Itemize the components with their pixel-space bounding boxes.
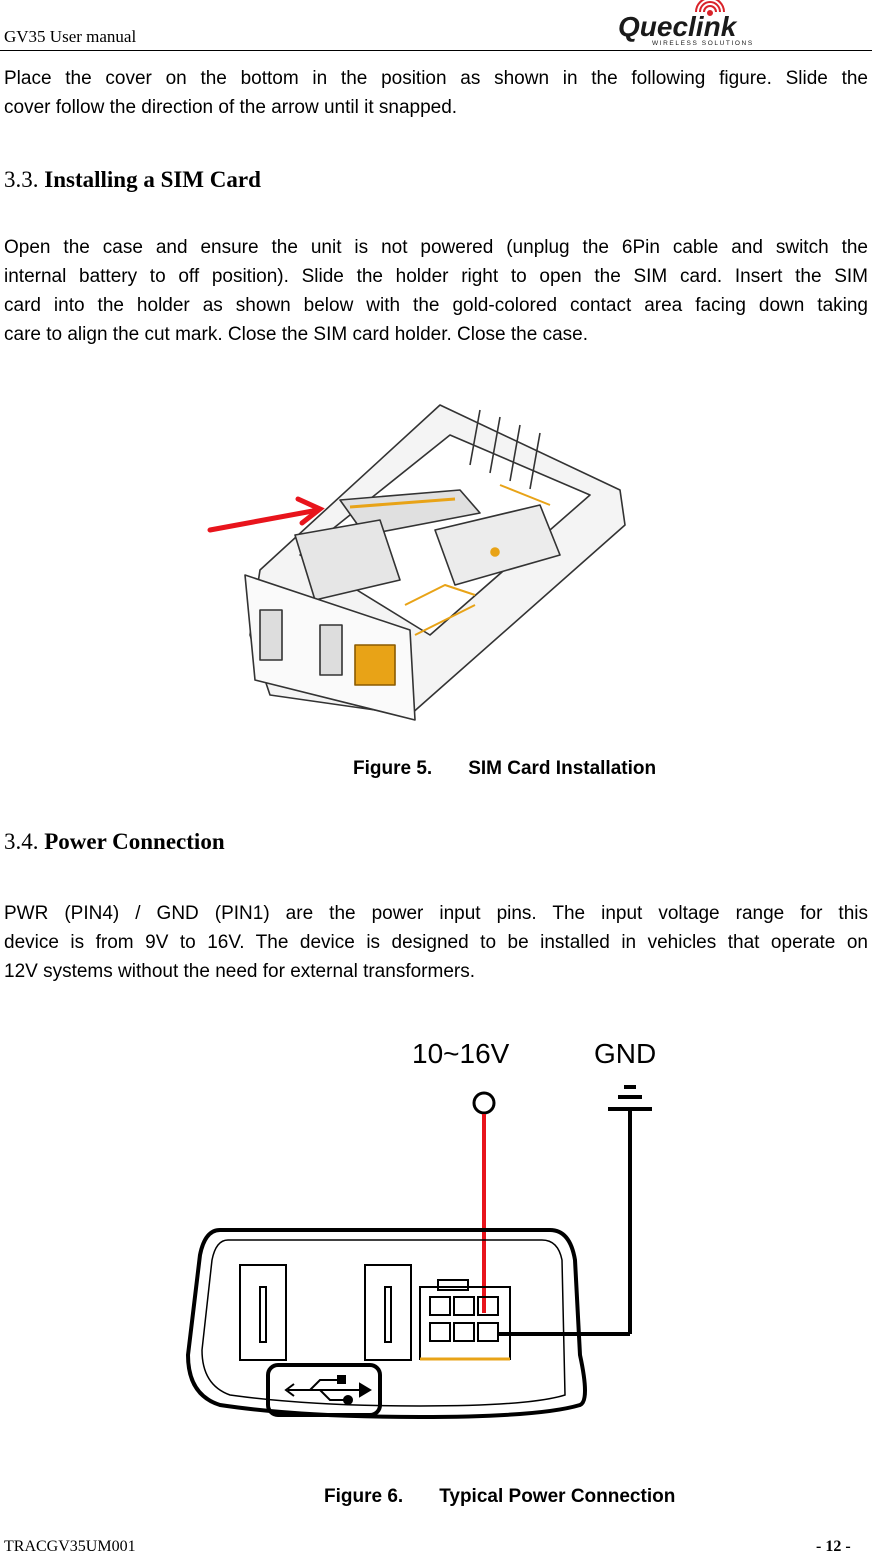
power-connection-diagram — [180, 1025, 680, 1425]
logo-wordmark: Queclink — [618, 11, 737, 42]
logo-subtext: WIRELESS SOLUTIONS — [652, 40, 754, 47]
device-body — [245, 405, 625, 720]
paragraph-line: 12V systems without the need for external transformers. — [4, 961, 475, 982]
paragraph-line: device is from 9V to 16V. The device is designed to be installed in vehicles that operate on — [4, 932, 868, 953]
section-title: Installing a SIM Card — [44, 167, 261, 192]
paragraph-line: cover follow the direction of the arrow until it snapped. — [4, 97, 458, 118]
figure-5-caption — [353, 758, 656, 780]
queclink-logo — [612, 0, 772, 48]
voltage-label: 10~16V — [412, 1038, 510, 1069]
paragraph-line: internal battery to off position). Slide the holder right to open the SIM card. Insert the SIM — [4, 266, 868, 287]
header-title: GV35 User manual — [4, 27, 137, 46]
paragraph-sim — [4, 233, 868, 349]
section-heading-3-3 — [4, 167, 261, 193]
paragraph-power — [4, 899, 868, 986]
paragraph-line: Open the case and ensure the unit is not powered (unplug the 6Pin cable and switch the — [4, 237, 868, 258]
section-number: 3.3. — [4, 167, 39, 192]
power-terminal-icon — [474, 1093, 494, 1113]
paragraph-cover — [4, 64, 868, 122]
direction-arrow — [210, 499, 320, 530]
paragraph-line: card into the holder as shown below with the gold-colored contact area facing down taking — [4, 295, 868, 316]
paragraph-line: PWR (PIN4) / GND (PIN1) are the power input pins. The input voltage range for this — [4, 903, 868, 924]
header-rule — [0, 50, 872, 51]
device-front-panel — [188, 1230, 585, 1417]
section-heading-3-4 — [4, 829, 225, 855]
footer-page-number: - 12 - — [816, 1538, 851, 1555]
usb-icon — [286, 1376, 370, 1404]
sim-card-installation-figure — [200, 395, 640, 730]
figure-label: Figure 6. — [324, 1486, 404, 1507]
section-number: 3.4. — [4, 829, 39, 854]
figure-caption-text: SIM Card Installation — [468, 758, 657, 779]
figure-label: Figure 5. — [353, 758, 433, 779]
figure-6-caption — [324, 1486, 675, 1508]
footer-doc-code: TRACGV35UM001 — [4, 1538, 136, 1555]
section-title: Power Connection — [44, 829, 225, 854]
paragraph-line: Place the cover on the bottom in the position as shown in the following figure. Slide the — [4, 68, 868, 89]
gnd-label: GND — [594, 1038, 657, 1069]
figure-caption-text: Typical Power Connection — [439, 1486, 676, 1507]
paragraph-line: care to align the cut mark. Close the SIM card holder. Close the case. — [4, 324, 589, 345]
